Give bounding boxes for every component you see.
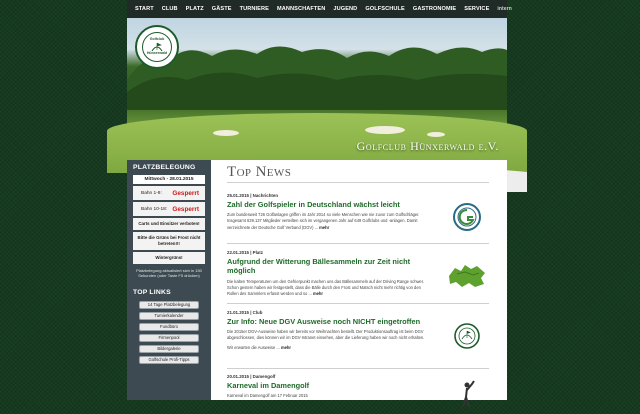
logo-text-top: Golfclub [149, 37, 165, 42]
sidebar [127, 160, 211, 400]
news-thumbnail[interactable] [445, 316, 489, 356]
nav-club[interactable]: CLUB [161, 6, 178, 12]
hero-banner [127, 18, 507, 160]
news-more-link[interactable]: mehr [280, 344, 291, 350]
course-status-label: Bahn 10-18: [141, 206, 168, 212]
bunker-image [365, 126, 405, 134]
bunker-image [213, 130, 239, 136]
news-divider [227, 243, 489, 244]
news-body-text: Wir erwarten die Ausweise ... [227, 344, 280, 350]
news-meta: 21.01.2015 | Club [227, 310, 263, 315]
bunker-image [427, 132, 445, 137]
toplink-button[interactable]: Bildergalerie [139, 345, 199, 353]
course-note: Carts und Einsitzer verboten! [133, 218, 205, 230]
nav-golfschule[interactable]: GOLFSCHULE [365, 6, 405, 12]
news-meta: 20.01.2015 | Damengolf [227, 374, 276, 379]
logo-text-bottom: Hünxerwald [146, 51, 168, 55]
dgv-logo-icon [452, 202, 482, 232]
page-container [127, 0, 512, 400]
news-title-link[interactable]: Zahl der Golfspieler in Deutschland wächst leicht [227, 200, 400, 209]
toplink-button[interactable]: Firmenpool [139, 334, 199, 342]
toplink-button[interactable]: Turnierkalender [139, 312, 199, 320]
course-map-icon [447, 262, 487, 290]
platzbelegung-heading: PLATZBELEGUNG [133, 164, 196, 171]
news-item [227, 250, 489, 297]
nav-service[interactable]: SERVICE [464, 6, 490, 12]
news-body-text: Die kalten Temperaturen um den Gefrierpunkt machen uns das Bällesammeln auf der Driving Range schwer. Schon gestern haben wir festgestellt, dass die Bälle durch den Frost und Matsch nicht mehr richtig von den Rollen des Sammlers erfasst werden und so ... [227, 278, 424, 296]
news-meta: 22.01.2015 | Platz [227, 250, 263, 255]
news-thumbnail[interactable] [445, 374, 489, 414]
club-logo[interactable] [135, 25, 179, 69]
hero-title: Golfclub Hünxerwald e.V. [356, 139, 499, 153]
news-thumbnail[interactable] [445, 197, 489, 237]
news-body [227, 279, 432, 297]
main-nav [127, 0, 512, 18]
nav-mannschaften[interactable]: MANNSCHAFTEN [276, 6, 326, 12]
nav-gastronomie[interactable]: GASTRONOMIE [412, 6, 457, 12]
news-divider [227, 303, 489, 304]
news-meta: 25.01.2015 | Nachrichten [227, 193, 279, 198]
news-item [227, 374, 489, 399]
news-title-link[interactable]: Zur Info: Neue DGV Ausweise noch NICHT eingetroffen [227, 317, 421, 326]
course-note: Wintergrüns! [133, 252, 205, 264]
nav-turniere[interactable]: TURNIERE [239, 6, 269, 12]
course-status-row [133, 186, 205, 200]
course-status-row [133, 202, 205, 216]
title-divider [227, 182, 489, 183]
news-thumbnail[interactable] [445, 256, 489, 296]
news-more-link[interactable]: mehr [319, 224, 330, 230]
club-logo-ring [142, 32, 172, 62]
news-body [227, 212, 432, 230]
golfer-silhouette-icon [457, 379, 477, 409]
club-logo-icon [453, 322, 481, 350]
course-status-value: Gesperrt [172, 189, 199, 197]
course-status-label: Bahn 1-9: [141, 190, 162, 196]
news-body [227, 345, 432, 351]
toplink-button[interactable]: 14 Tage Platzbelegung [139, 301, 199, 309]
toplink-button[interactable]: Golfschule Profi-Tipps [139, 356, 199, 364]
news-body: Karneval im Damengolf am 17 Februar 2015 [227, 393, 308, 399]
toplink-button[interactable]: Fundbüro [139, 323, 199, 331]
news-item [227, 310, 489, 351]
news-title-link[interactable]: Aufgrund der Witterung Bällesammeln zur Zeit nicht möglich [227, 257, 411, 276]
news-item [227, 193, 489, 231]
nav-start[interactable]: START [135, 6, 154, 12]
page-title: Top News [227, 164, 292, 180]
main-content [211, 160, 507, 400]
news-body: Die 2015er DGV-Ausweise haben wir bereits vor Weihnachten bestellt. Der Produktionsauftrag ist beim DGV abgeschlossen, dies können wir im DGV-Intranet einsehen, aber die Lieferung haben wir noch nicht erhalten. [227, 329, 425, 341]
platzbelegung-footnote: Platzbelegung aktualisiert sich in 150 Sekunden (oder Taste F5 drücken) [136, 267, 202, 279]
news-more-link[interactable]: mehr [313, 290, 324, 296]
toplinks-heading: TOP LINKS [133, 288, 171, 296]
nav-gaeste[interactable]: GÄSTE [211, 6, 232, 12]
nav-platz[interactable]: PLATZ [185, 6, 204, 12]
news-divider [227, 368, 489, 369]
nav-intern[interactable]: intern [497, 6, 512, 12]
news-body-text: Zum bundesweit 726 Golfanlagen griffen im Jahr 2014 so viele Menschen wie nie zuvor zum Golfschläger. Insgesamt 639.137 Mitglieder verteilten sich im vergangenen Jahr auf 649 Golfclubs und -anlagen. Damit verzeichnete der Deutsche Golf Verband (DGV) ... [227, 212, 420, 230]
news-title-link[interactable]: Karneval im Damengolf [227, 381, 310, 390]
nav-jugend[interactable]: JUGEND [333, 6, 358, 12]
course-note: Bitte die Grüns bei Frost nicht betreten!!! [133, 232, 205, 250]
course-status-value: Gesperrt [172, 205, 199, 213]
platzbelegung-date: Mittwoch - 28.01.2015 [133, 175, 205, 184]
